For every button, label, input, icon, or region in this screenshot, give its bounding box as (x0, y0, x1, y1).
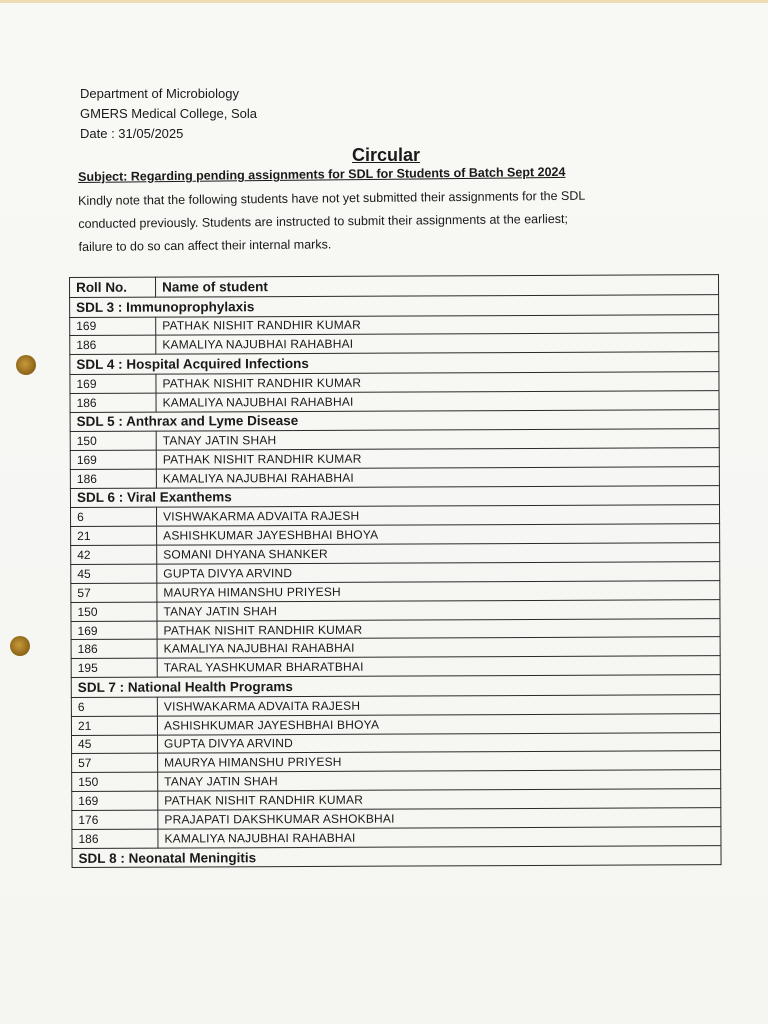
notice-line: failure to do so can affect their internal marks. (78, 237, 332, 254)
student-name-cell: MAURYA HIMANSHU PRIYESH (157, 580, 720, 601)
roll-number-cell: 6 (71, 697, 157, 716)
student-name-cell: GUPTA DIVYA ARVIND (157, 732, 720, 753)
section-title: SDL 8 : Neonatal Meningitis (72, 846, 721, 868)
roll-number-cell: 21 (71, 526, 157, 545)
section-title: SDL 5 : Anthrax and Lyme Disease (70, 409, 719, 431)
roll-number-cell: 186 (71, 640, 157, 659)
pending-students-table-container (69, 274, 722, 868)
student-name-cell: VISHWAKARMA ADVAITA RAJESH (157, 694, 720, 715)
name-column-header: Name of student (156, 275, 719, 297)
roll-number-cell: 186 (72, 829, 158, 848)
roll-number-cell: 150 (72, 772, 158, 791)
student-name-cell: PATHAK NISHIT RANDHIR KUMAR (156, 448, 719, 469)
section-header-row (72, 846, 721, 868)
student-name-cell: PATHAK NISHIT RANDHIR KUMAR (157, 618, 720, 639)
student-name-cell: KAMALIYA NAJUBHAI RAHABHAI (156, 467, 719, 488)
roll-number-cell: 169 (70, 374, 156, 393)
roll-number-cell: 57 (72, 754, 158, 773)
subject-line: Subject: Regarding pending assignments for SDL for Students of Batch Sept 2024 (78, 164, 566, 184)
student-name-cell: VISHWAKARMA ADVAITA RAJESH (157, 505, 720, 526)
student-name-cell: PRAJAPATI DAKSHKUMAR ASHOKBHAI (158, 808, 721, 829)
roll-number-cell: 42 (71, 545, 157, 564)
student-name-cell: PATHAK NISHIT RANDHIR KUMAR (158, 789, 721, 810)
roll-number-cell: 186 (70, 336, 156, 355)
student-name-cell: ASHISHKUMAR JAYESHBHAI BHOYA (157, 524, 720, 545)
student-name-cell: KAMALIYA NAJUBHAI RAHABHAI (158, 827, 721, 848)
roll-number-cell: 186 (70, 469, 156, 488)
roll-number-cell: 45 (71, 735, 157, 754)
student-name-cell: KAMALIYA NAJUBHAI RAHABHAI (156, 390, 719, 411)
roll-number-cell: 57 (71, 583, 157, 602)
roll-number-cell: 45 (71, 564, 157, 583)
roll-number-cell: 169 (70, 450, 156, 469)
table-body (70, 295, 721, 868)
punch-hole-icon (16, 355, 36, 375)
student-name-cell: KAMALIYA NAJUBHAI RAHABHAI (157, 637, 720, 658)
student-name-cell: SOMANI DHYANA SHANKER (157, 543, 720, 564)
student-name-cell: TANAY JATIN SHAH (158, 770, 721, 791)
student-name-cell: GUPTA DIVYA ARVIND (157, 562, 720, 583)
notice-line: Kindly note that the following students have not yet submitted their assignments for the SDL (78, 188, 586, 208)
college-name: GMERS Medical College, Sola (80, 106, 258, 121)
section-title: SDL 3 : Immunoprophylaxis (70, 295, 719, 317)
student-name-cell: KAMALIYA NAJUBHAI RAHABHAI (156, 333, 719, 354)
roll-number-cell: 150 (71, 602, 157, 621)
table-header-row (70, 275, 719, 298)
department-name: Department of Microbiology (80, 86, 239, 101)
student-name-cell: PATHAK NISHIT RANDHIR KUMAR (156, 314, 719, 335)
roll-number-cell: 169 (70, 317, 156, 336)
pending-students-table (69, 274, 722, 868)
notice-paragraph (78, 184, 679, 259)
roll-number-cell: 6 (71, 507, 157, 526)
circular-date: Date : 31/05/2025 (80, 126, 184, 141)
student-name-cell: PATHAK NISHIT RANDHIR KUMAR (156, 371, 719, 392)
title-text: Circular (351, 145, 421, 165)
section-title: SDL 4 : Hospital Acquired Infections (70, 352, 719, 374)
page-title (0, 145, 768, 166)
punch-hole-icon (10, 636, 30, 656)
notice-line: conducted previously. Students are instructed to submit their assignments at the earliest; (78, 211, 569, 231)
roll-number-cell: 169 (71, 621, 157, 640)
student-name-cell: TARAL YASHKUMAR BHARATBHAI (157, 656, 720, 677)
section-title: SDL 7 : National Health Programs (71, 675, 720, 697)
section-title: SDL 6 : Viral Exanthems (70, 485, 719, 507)
roll-number-cell: 186 (70, 393, 156, 412)
roll-number-cell: 169 (72, 791, 158, 810)
student-name-cell: MAURYA HIMANSHU PRIYESH (158, 751, 721, 772)
student-name-cell: TANAY JATIN SHAH (157, 599, 720, 620)
student-name-cell: TANAY JATIN SHAH (156, 429, 719, 450)
letterhead (80, 84, 257, 144)
roll-number-cell: 176 (72, 810, 158, 829)
paper-top-edge (0, 0, 768, 3)
roll-number-cell: 150 (70, 431, 156, 450)
student-name-cell: ASHISHKUMAR JAYESHBHAI BHOYA (157, 713, 720, 734)
roll-number-cell: 21 (71, 716, 157, 735)
roll-column-header: Roll No. (70, 277, 156, 297)
roll-number-cell: 195 (71, 658, 157, 677)
